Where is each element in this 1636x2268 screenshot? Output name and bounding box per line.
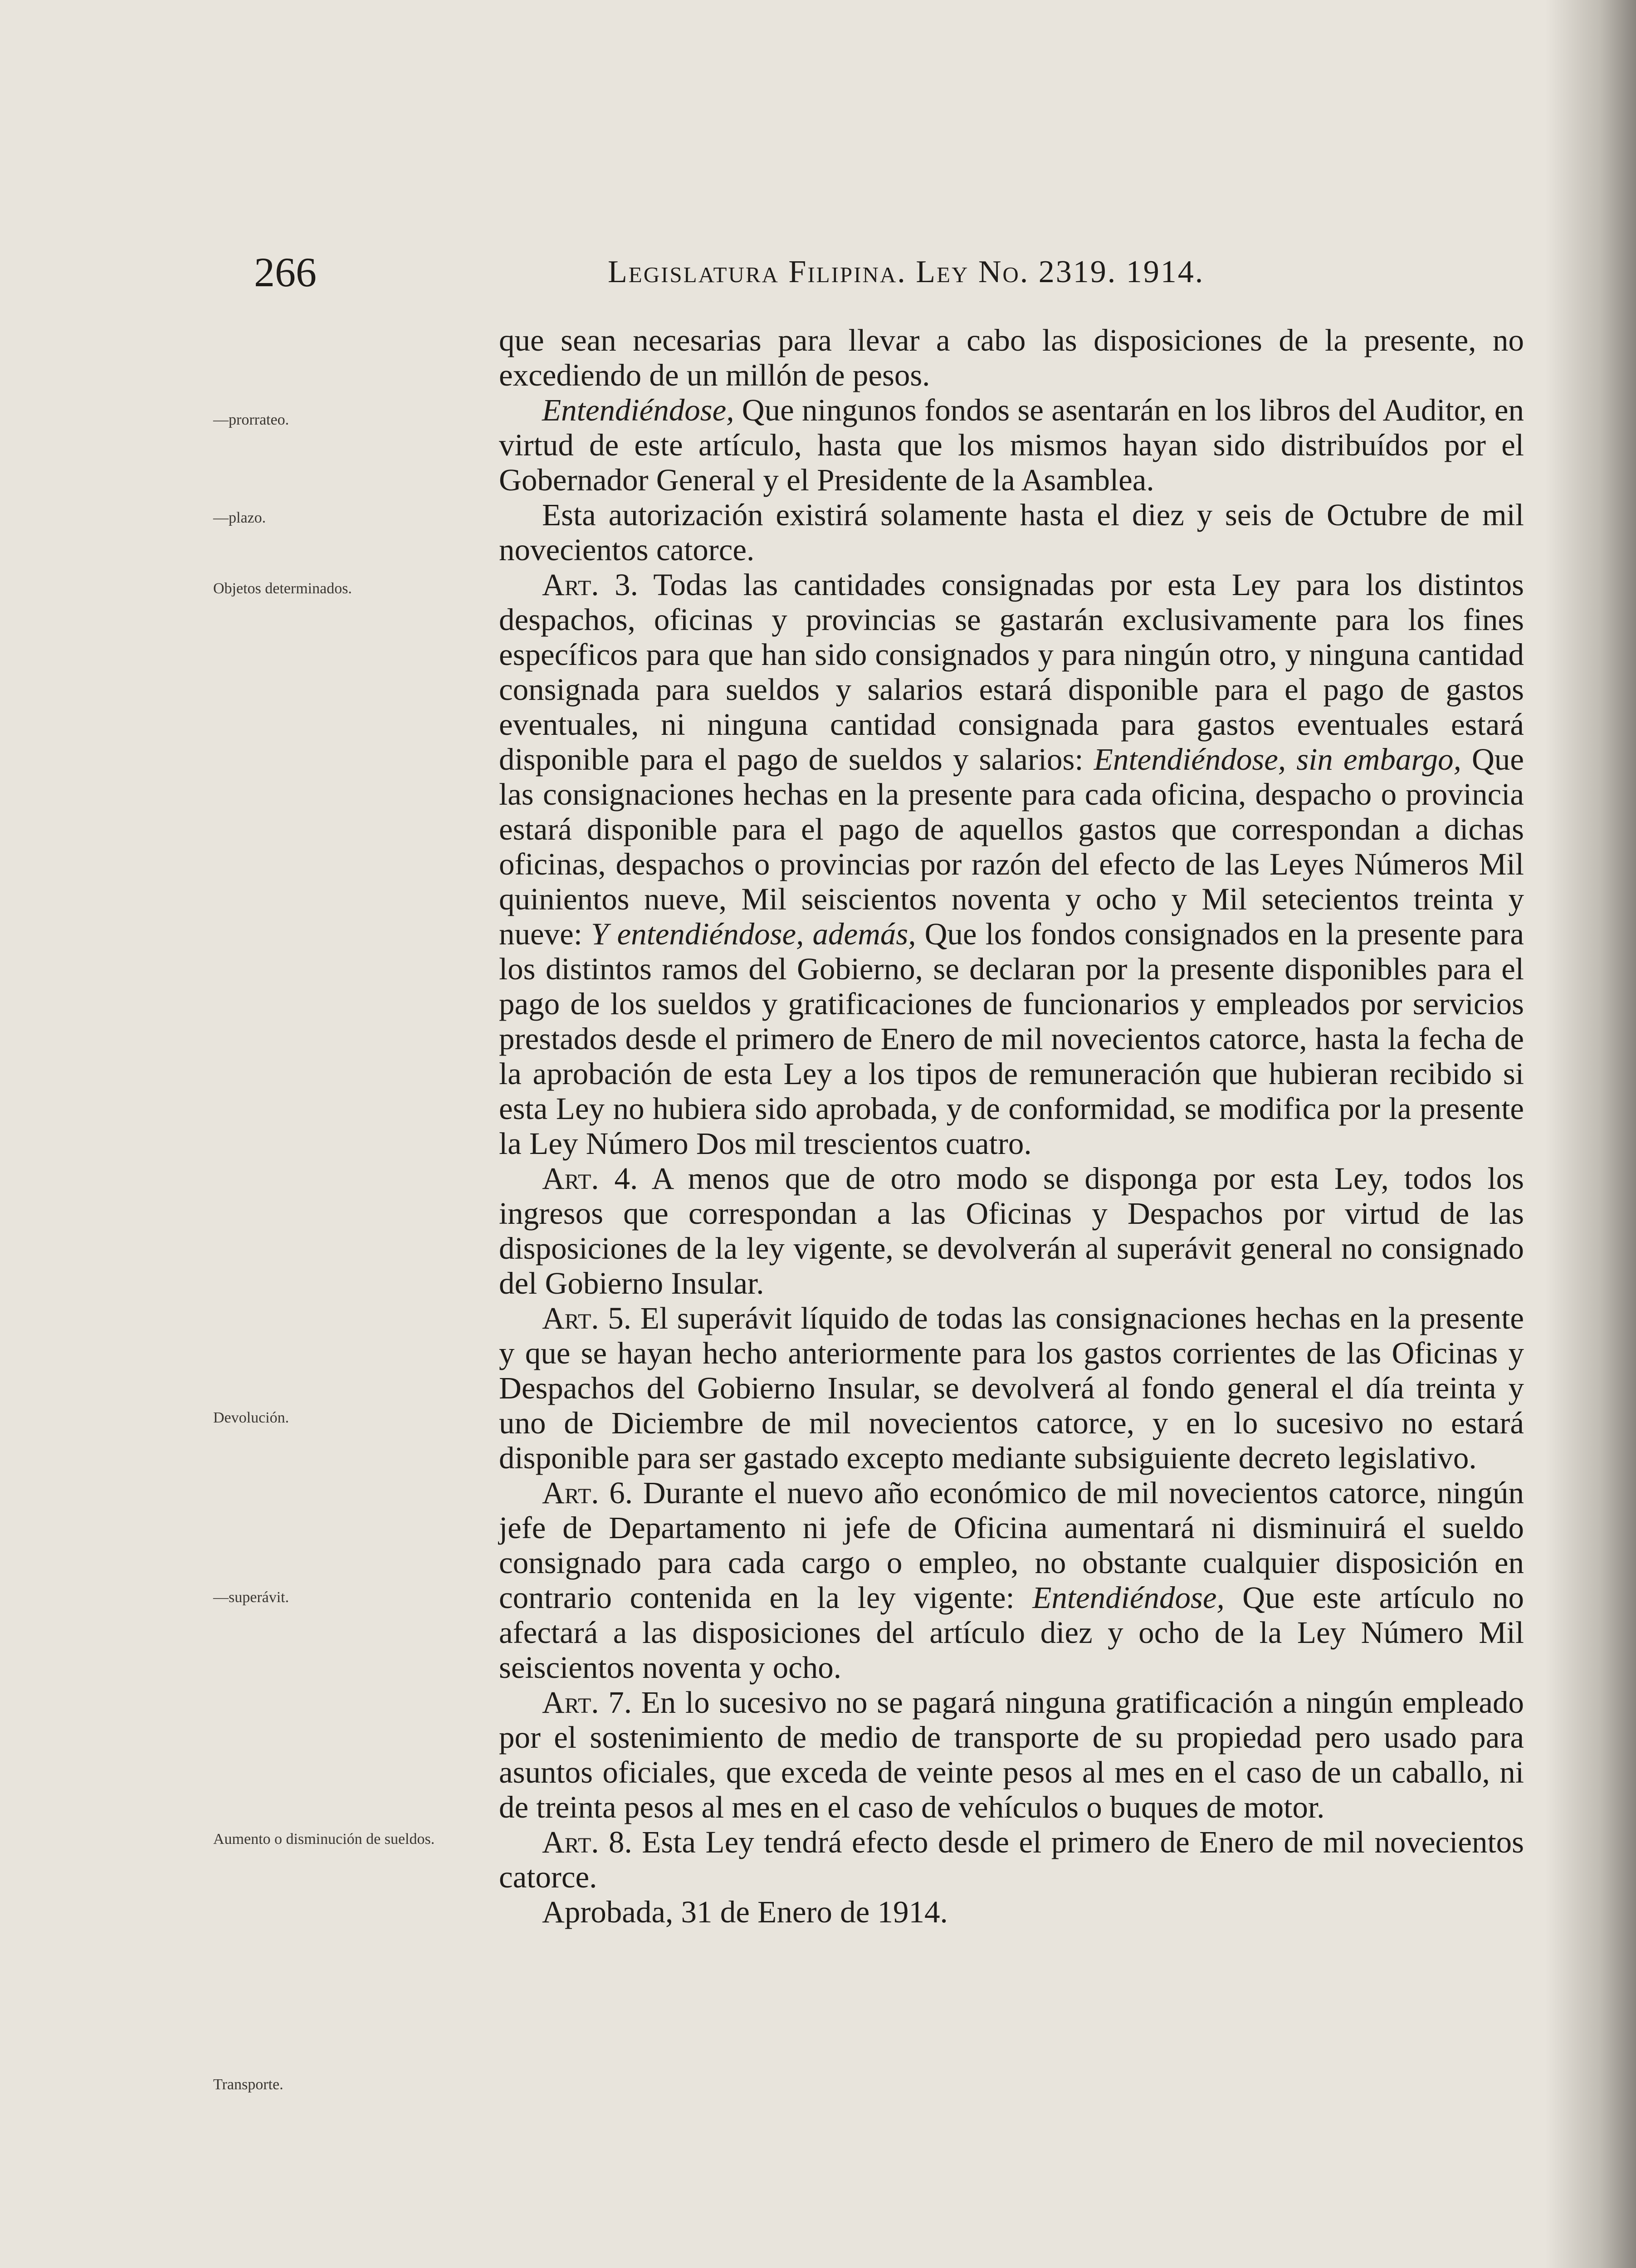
body-text	[499, 323, 1524, 1930]
running-title: Legislatura Filipina. Ley No. 2319. 1914.	[608, 254, 1205, 289]
paragraph: que sean necesarias para llevar a cabo las disposiciones de la presente, no excediendo de un millón de pesos.	[499, 323, 1524, 392]
page-edge-shadow	[1545, 0, 1636, 2268]
approval-date: Aprobada, 31 de Enero de 1914.	[542, 1895, 948, 1929]
margin-note-devolucion: Devolución.	[213, 1409, 289, 1426]
margin-note-aumento: Aumento o disminución de sueldos.	[213, 1831, 435, 1848]
margin-note-superavit: —superávit.	[213, 1589, 289, 1606]
article-label: Art. 8.	[542, 1825, 632, 1859]
article-7: Art. 7. En lo sucesivo no se pagará ninguna gratificación a ningún empleado por el sostenimiento de medio de transporte de su propiedad pero usado para asuntos oficiales, que exceda de veinte pesos al mes en el caso de un caballo, ni de treinta pesos al mes en el caso de vehículos o buques de motor.	[499, 1685, 1524, 1824]
article-3: Art. 3. Todas las cantidades consignadas por esta Ley para los distintos despachos, oficinas y provincias se gastarán exclusivamente para los fines específicos para que han sido consignados y para ningún otro, y ninguna cantidad consignada para sueldos y salarios estará disponible para el pago de gastos eventuales, ni ninguna cantidad consignada para gastos eventuales estará disponible para el pago de sueldos y salarios: Entendiéndose, sin embargo, Que las consignaciones hechas en la presente para cada oficina, despacho o provincia estará disponible para el pago de aquellos gastos que correspondan a dichas oficinas, despachos o provincias por razón del efecto de las Leyes Números Mil quinientos nueve, Mil seiscientos noventa y ocho y Mil setecientos treinta y nueve: Y entendiéndose, además, Que los fondos consignados en la presente para los distintos ramos del Gobierno, se declaran por la presente disponibles para el pago de los sueldos y gratificaciones de funcionarios y empleados por servicios prestados desde el primero de Enero de mil novecientos catorce, hasta la fecha de la aprobación de esta Ley a los tipos de remuneración que hubieran recibido si esta Ley no hubiera sido aprobada, y de conformidad, se modifica por la presente la Ley Número Dos mil trescientos cuatro.	[499, 567, 1524, 1161]
page-number: 266	[254, 249, 317, 295]
margin-note-plazo: —plazo.	[213, 509, 266, 526]
paragraph: Esta autorización existirá solamente hasta el diez y seis de Octubre de mil novecientos catorce.	[499, 498, 1524, 567]
page-header	[0, 245, 1636, 299]
article-label: Art. 7.	[542, 1685, 632, 1720]
article-4: Art. 4. A menos que de otro modo se disponga por esta Ley, todos los ingresos que correspondan a las Oficinas y Despachos por virtud de las disposiciones de la ley vigente, se devolverán al superávit general no consignado del Gobierno Insular.	[499, 1161, 1524, 1300]
paragraph: Entendiéndose, Que ningunos fondos se asentarán en los libros del Auditor, en virtud de este artículo, hasta que los mismos hayan sido distribuídos por el Gobernador General y el Presidente de la Asamblea.	[499, 393, 1524, 497]
article-6: Art. 6. Durante el nuevo año económico de mil novecientos catorce, ningún jefe de Departamento ni jefe de Oficina aumentará ni disminuirá el sueldo consignado para cada cargo o empleo, no obstante cualquier disposición en contrario contenida en la ley vigente: Entendiéndose, Que este artículo no afectará a las disposiciones del artículo diez y ocho de la Ley Número Mil seiscientos noventa y ocho.	[499, 1476, 1524, 1685]
margin-note-prorrateo: —prorrateo.	[213, 411, 289, 428]
article-label: Art. 6.	[542, 1476, 633, 1510]
article-label: Art. 3.	[542, 567, 638, 602]
article-label: Art. 4.	[542, 1161, 638, 1196]
article-label: Art. 5.	[542, 1301, 631, 1335]
article-8: Art. 8. Esta Ley tendrá efecto desde el primero de Enero de mil novecientos catorce.	[499, 1825, 1524, 1894]
margin-note-objetos: Objetos determinados.	[213, 580, 352, 597]
margin-note-transporte: Transporte.	[213, 2076, 283, 2093]
article-5: Art. 5. El superávit líquido de todas las consignaciones hechas en la presente y que se hayan hecho anteriormente para los gastos corrientes de las Oficinas y Despachos del Gobierno Insular, se devolverá al fondo general el día treinta y uno de Diciembre de mil novecientos catorce, y en lo sucesivo no estará disponible para ser gastado excepto mediante subsiguiente decreto legislativo.	[499, 1301, 1524, 1475]
